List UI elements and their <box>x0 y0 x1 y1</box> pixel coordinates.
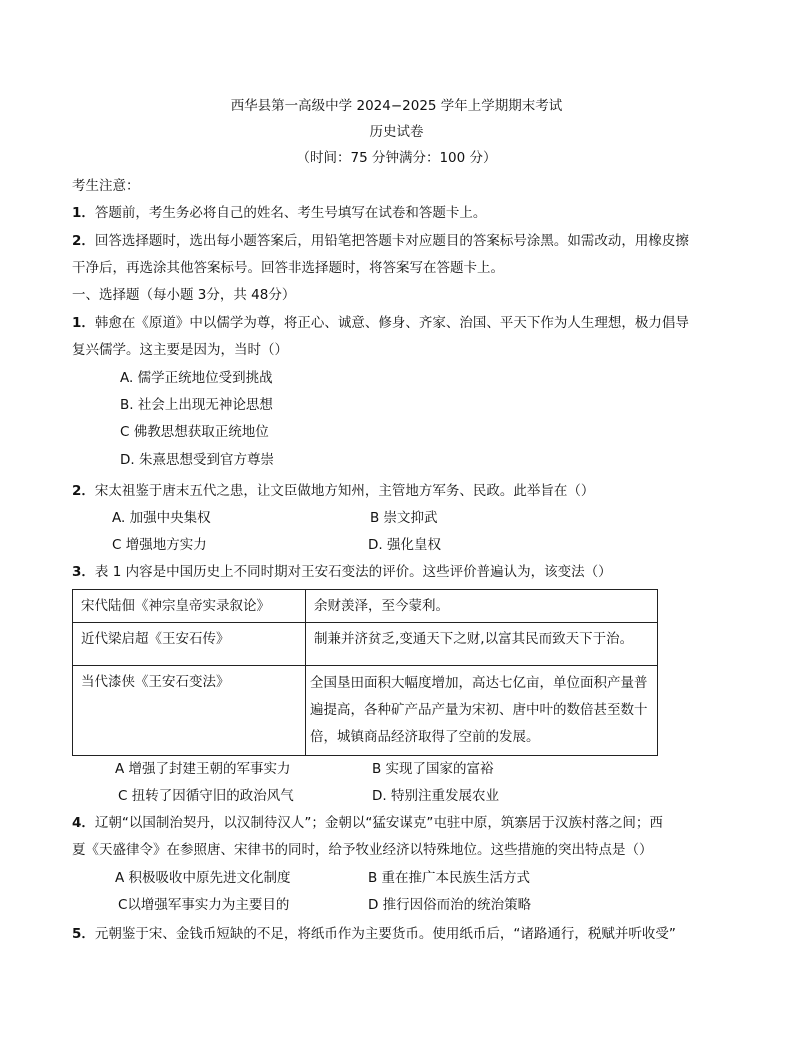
table-row <box>73 666 658 756</box>
evaluation-table <box>72 589 658 756</box>
table-cell-source: 当代漆侠《王安石变法》 <box>73 666 306 756</box>
q4-option-b: B 重在推广本民族生活方式 <box>368 870 531 886</box>
q4-option-a: A 积极吸收中原先进文化制度 <box>115 870 291 886</box>
q2-option-a: A. 加强中央集权 <box>112 510 211 526</box>
table-cell-comment: 余财羡泽，至今蒙利。 <box>306 590 658 623</box>
notice-item-text: 答题前，考生务必将自己的姓名、考生号填写在试卷和答题卡上。 <box>94 205 487 221</box>
q4-option-c: C以增强军事实力为主要目的 <box>118 897 290 913</box>
exam-subject: 历史试卷 <box>369 124 424 140</box>
q1-option-d: D. 朱熹思想受到官方尊崇 <box>120 452 274 468</box>
notice-item-1 <box>72 203 486 223</box>
q1-option-a: A. 儒学正统地位受到挑战 <box>120 370 273 386</box>
question-2 <box>72 481 594 501</box>
q2-option-d: D. 强化皇权 <box>368 537 441 553</box>
table-row <box>73 590 658 623</box>
question-number: 1． <box>72 315 95 331</box>
question-4-cont: 夏《天盛律令》在参照唐、宋律书的同时，给予牧业经济以特殊地位。这些措施的突出特点是（） <box>72 842 653 858</box>
question-stem: 辽朝“以国制治契丹，以汉制待汉人”；金朝以“猛安谋克”屯驻中原，筑寨居于汉族村落之间；西 <box>94 815 663 831</box>
question-1-cont: 复兴儒学。这主要是因为，当时（） <box>72 342 288 358</box>
question-5 <box>72 924 676 944</box>
question-stem: 宋太祖鉴于唐末五代之患，让文臣做地方知州，主管地方军务、民政。此举旨在（） <box>94 483 595 499</box>
question-number: 5． <box>72 926 95 942</box>
section-title: 一、选择题（每小题 3分，共 48分） <box>72 287 296 303</box>
exam-time-info: （时间：75 分钟满分：100 分） <box>296 150 497 166</box>
q2-option-b: B 崇文抑武 <box>370 510 438 526</box>
notice-item-text: 回答选择题时，选出每小题答案后，用铅笔把答题卡对应题目的答案标号涂黑。如需改动，用橡皮擦 <box>94 233 689 249</box>
table-row <box>73 623 658 666</box>
exam-title: 西华县第一高级中学 2024−2025 学年上学期期末考试 <box>230 98 563 114</box>
q3-option-d: D. 特别注重发展农业 <box>372 788 499 804</box>
q2-option-c: C 增强地方实力 <box>112 537 207 553</box>
question-stem: 韩愈在《原道》中以儒学为尊，将正心、诚意、修身、齐家、治国、平天下作为人生理想，极力倡导 <box>94 315 689 331</box>
notice-title: 考生注意： <box>72 178 140 194</box>
notice-item-number: 2． <box>72 233 95 249</box>
table-cell-source: 宋代陆佃《神宗皇帝实录叙论》 <box>73 590 306 623</box>
question-4 <box>72 813 663 833</box>
q1-option-c: C 佛教思想获取正统地位 <box>120 424 269 440</box>
notice-item-number: 1． <box>72 205 95 221</box>
question-1 <box>72 313 689 333</box>
table-cell-comment: 制兼并济贫乏,变通天下之财,以富其民而致天下于治。 <box>306 623 658 666</box>
q3-option-a: A 增强了封建王朝的军事实力 <box>115 761 291 777</box>
q3-option-c: C 扭转了因循守旧的政治风气 <box>118 788 294 804</box>
q4-option-d: D 推行因俗而治的统治策略 <box>368 897 532 913</box>
notice-item-2-cont: 干净后，再选涂其他答案标号。回答非选择题时，将答案写在答题卡上。 <box>72 260 504 276</box>
question-number: 3． <box>72 564 95 580</box>
question-number: 2． <box>72 483 95 499</box>
question-stem: 表 1 内容是中国历史上不同时期对王安石变法的评价。这些评价普遍认为，该变法（） <box>94 564 612 580</box>
question-number: 4． <box>72 815 95 831</box>
table-cell-source: 近代梁启超《王安石传》 <box>73 623 306 666</box>
table-cell-comment: 全国垦田面积大幅度增加，高达七亿亩，单位面积产量普遍提高，各种矿产品产量为宋初、唐中叶的数倍甚至数十倍，城镇商品经济取得了空前的发展。 <box>306 666 658 756</box>
q3-option-b: B 实现了国家的富裕 <box>372 761 494 777</box>
q1-option-b: B. 社会上出现无神论思想 <box>120 397 273 413</box>
question-stem: 元朝鉴于宋、金钱币短缺的不足，将纸币作为主要货币。使用纸币后，“诸路通行，税赋并听收受” <box>94 926 676 942</box>
question-3 <box>72 562 612 582</box>
notice-item-2 <box>72 231 689 251</box>
